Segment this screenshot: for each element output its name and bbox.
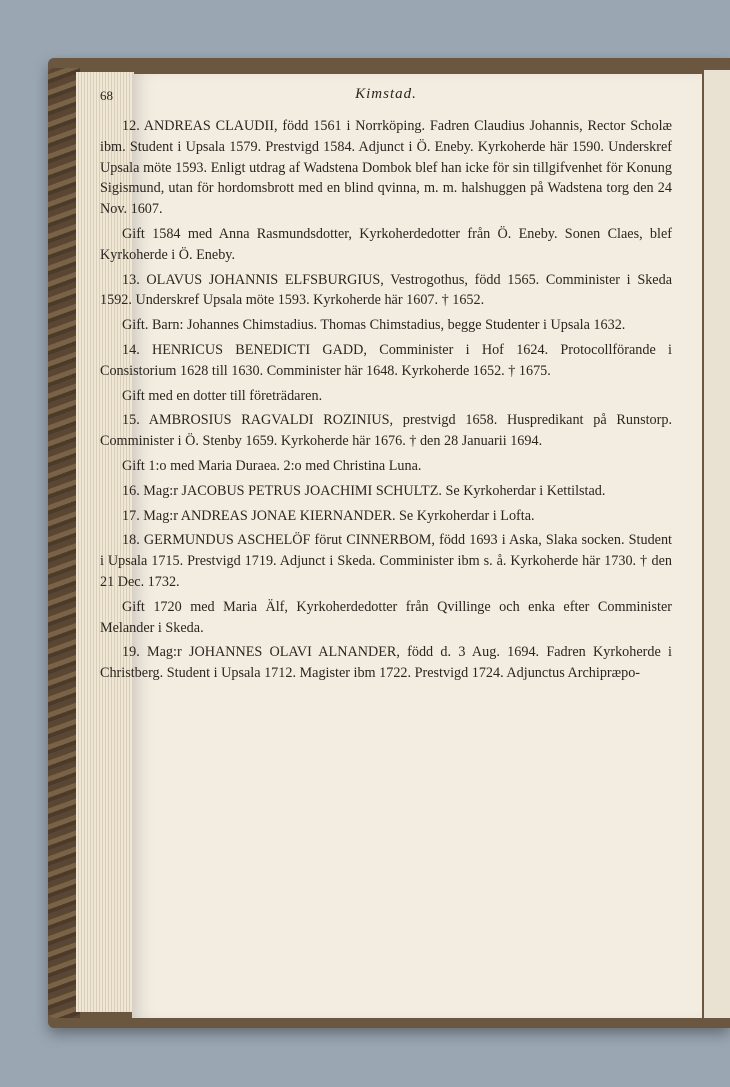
page-header <box>100 86 672 108</box>
entry-paragraph: 13. OLAVUS JOHANNIS ELFSBURGIUS, Vestrogothus, född 1565. Comminister i Skeda 1592. Underskref Upsala möte 1593. Kyrkoherde här 1607. † 1652. <box>100 271 672 309</box>
entry-paragraph: Gift. Barn: Johannes Chimstadius. Thomas Chimstadius, begge Studenter i Upsala 1632. <box>122 317 626 334</box>
entry-14 <box>100 340 672 406</box>
entry-17 <box>100 506 672 527</box>
entry-paragraph: Gift 1:o med Maria Duraea. 2:o med Christina Luna. <box>122 457 422 474</box>
page-text <box>100 86 672 688</box>
entry-15 <box>100 410 672 476</box>
entry-paragraph: 14. HENRICUS BENEDICTI GADD, Comminister i Hof 1624. Protocollförande i Consistorium 1628 till 1630. Comminister här 1648. Kyrkoherde 1652. † 1675. <box>100 341 672 379</box>
entry-13 <box>100 270 672 336</box>
page-number: 68 <box>100 88 113 103</box>
entry-18 <box>100 530 672 638</box>
entry-paragraph: Gift 1720 med Maria Älf, Kyrkoherdedotter från Qvillinge och enka efter Comminister Melander i Skeda. <box>100 598 672 636</box>
entry-19 <box>100 642 672 684</box>
entry-12 <box>100 116 672 266</box>
entry-16 <box>100 481 672 502</box>
facing-page-edge <box>704 70 730 1018</box>
entry-paragraph: 19. Mag:r JOHANNES OLAVI ALNANDER, född d. 3 Aug. 1694. Fadren Kyrkoherde i Christberg. Student i Upsala 1712. Magister ibm 1722. Prestvigd 1724. Adjunctus Archipræpo- <box>100 644 672 682</box>
entry-paragraph: Gift 1584 med Anna Rasmundsdotter, Kyrkoherdedotter från Ö. Eneby. Sonen Claes, blef Kyrkoherde i Ö. Eneby. <box>100 225 672 263</box>
entry-paragraph: 12. ANDREAS CLAUDII, född 1561 i Norrköping. Fadren Claudius Johannis, Rector Scholæ ibm. Student i Upsala 1579. Prestvigd 1584. Adjunct i Ö. Eneby. Kyrkoherde här 1590. Underskref Upsala möte 1593. Enligt utdrag af Wadstena Dombok blef han icke för sin tillgifvenhet för Konung Sigismund, utan för hordomsbrott med en blind qvinna, m. m. halshuggen på Wadstena torg den 24 Nov. 1607. <box>100 118 672 218</box>
entry-paragraph: 17. Mag:r ANDREAS JONAE KIERNANDER. Se Kyrkoherdar i Lofta. <box>122 507 535 524</box>
entry-paragraph: Gift med en dotter till företrädaren. <box>122 387 323 404</box>
running-title: Kimstad. <box>355 86 417 102</box>
entry-paragraph: 15. AMBROSIUS RAGVALDI ROZINIUS, prestvigd 1658. Huspredikant på Runstorp. Comminister i Ö. Stenby 1659. Kyrkoherde här 1676. † den 28 Januarii 1694. <box>100 412 672 450</box>
entry-paragraph: 18. GERMUNDUS ASCHELÖF förut CINNERBOM, född 1693 i Aska, Slaka socken. Student i Upsala 1715. Prestvigd 1719. Adjunct i Skeda. Comminister ibm s. å. Kyrkoherde här 1730. † den 21 Dec. 1732. <box>100 532 672 590</box>
entry-paragraph: 16. Mag:r JACOBUS PETRUS JOACHIMI SCHULTZ. Se Kyrkoherdar i Kettilstad. <box>122 482 606 499</box>
